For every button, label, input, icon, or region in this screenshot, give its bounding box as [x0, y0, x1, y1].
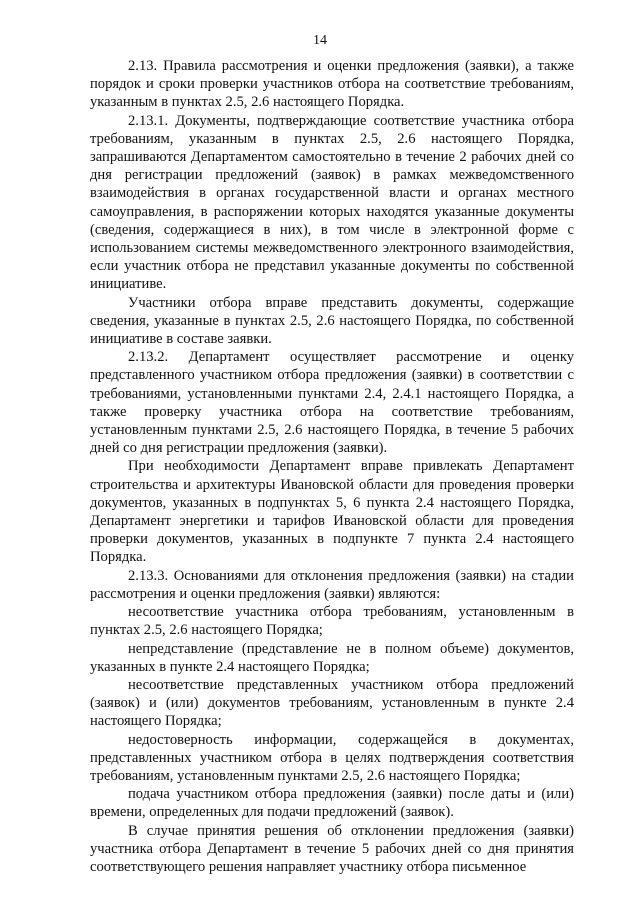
paragraph: В случае принятия решения об отклонении предложения (заявки) участника отбора Департамент в течение 5 рабочих дней со дня принятия соответствующего решения направляет участнику отбора письменное	[90, 822, 574, 875]
paragraph: 2.13. Правила рассмотрения и оценки предложения (заявки), а также порядок и сроки проверки участников отбора на соответствие требованиям, указанным в пунктах 2.5, 2.6 настоящего Порядка.	[90, 58, 574, 111]
paragraph: недостоверность информации, содержащейся в документах, представленных участником отбора в целях подтверждения соответствия требованиям, установленным пунктами 2.5, 2.6 настоящего Порядка;	[90, 731, 574, 784]
document-body	[90, 57, 574, 876]
paragraph: непредставление (представление не в полном объеме) документов, указанных в пункте 2.4 настоящего Порядка;	[90, 640, 574, 675]
paragraph: несоответствие представленных участником отбора предложений (заявок) и (или) документов требованиям, установленным в пункте 2.4 настоящего Порядка;	[90, 676, 574, 730]
paragraph: 2.13.1. Документы, подтверждающие соответствие участника отбора требованиям, указанным в пунктах 2.5, 2.6 настоящего Порядка, запрашиваются Департаментом самостоятельно в течение 2 рабочих дней со дня регистрации предложений (заявок) в рамках межведомственного взаимодействия в органах государственной власти и органах местного самоуправления, в распоряжении которых находятся указанные документы (сведения, содержащиеся в них), в том числе в электронной форме с использованием системы межведомственного электронного взаимодействия, если участник отбора не представил указанные документы по собственной инициативе.	[90, 112, 574, 293]
paragraph: несоответствие участника отбора требованиям, установленным в пунктах 2.5, 2.6 настоящего Порядка;	[90, 604, 574, 639]
paragraph: подача участником отбора предложения (заявки) после даты и (или) времени, определенных для подачи предложений (заявок).	[90, 786, 574, 821]
paragraph: При необходимости Департамент вправе привлекать Департамент строительства и архитектуры Ивановской области для проведения проверки документов, указанных в подпунктах 5, 6 пункта 2.4 настоящего Порядка, Департамент энергетики и тарифов Ивановской области для проведения проверки документов, указанных в подпункте 7 пункта 2.4 настоящего Порядка.	[90, 458, 574, 566]
page-number: 14	[313, 33, 327, 48]
paragraph: Участники отбора вправе представить документы, содержащие сведения, указанные в пунктах 2.5, 2.6 настоящего Порядка, по собственной инициативе в составе заявки.	[90, 294, 574, 348]
paragraph: 2.13.2. Департамент осуществляет рассмотрение и оценку представленного участником отбора предложения (заявки) в соответствии с требованиями, установленными пунктами 2.4, 2.4.1 настоящего Порядка, а также проверку участника отбора на соответствие требованиям, установленным пунктами 2.5, 2.6 настоящего Порядка, в течение 5 рабочих дней со дня регистрации предложения (заявки).	[90, 349, 574, 457]
paragraph: 2.13.3. Основаниями для отклонения предложения (заявки) на стадии рассмотрения и оценки предложения (заявки) являются:	[90, 567, 574, 602]
